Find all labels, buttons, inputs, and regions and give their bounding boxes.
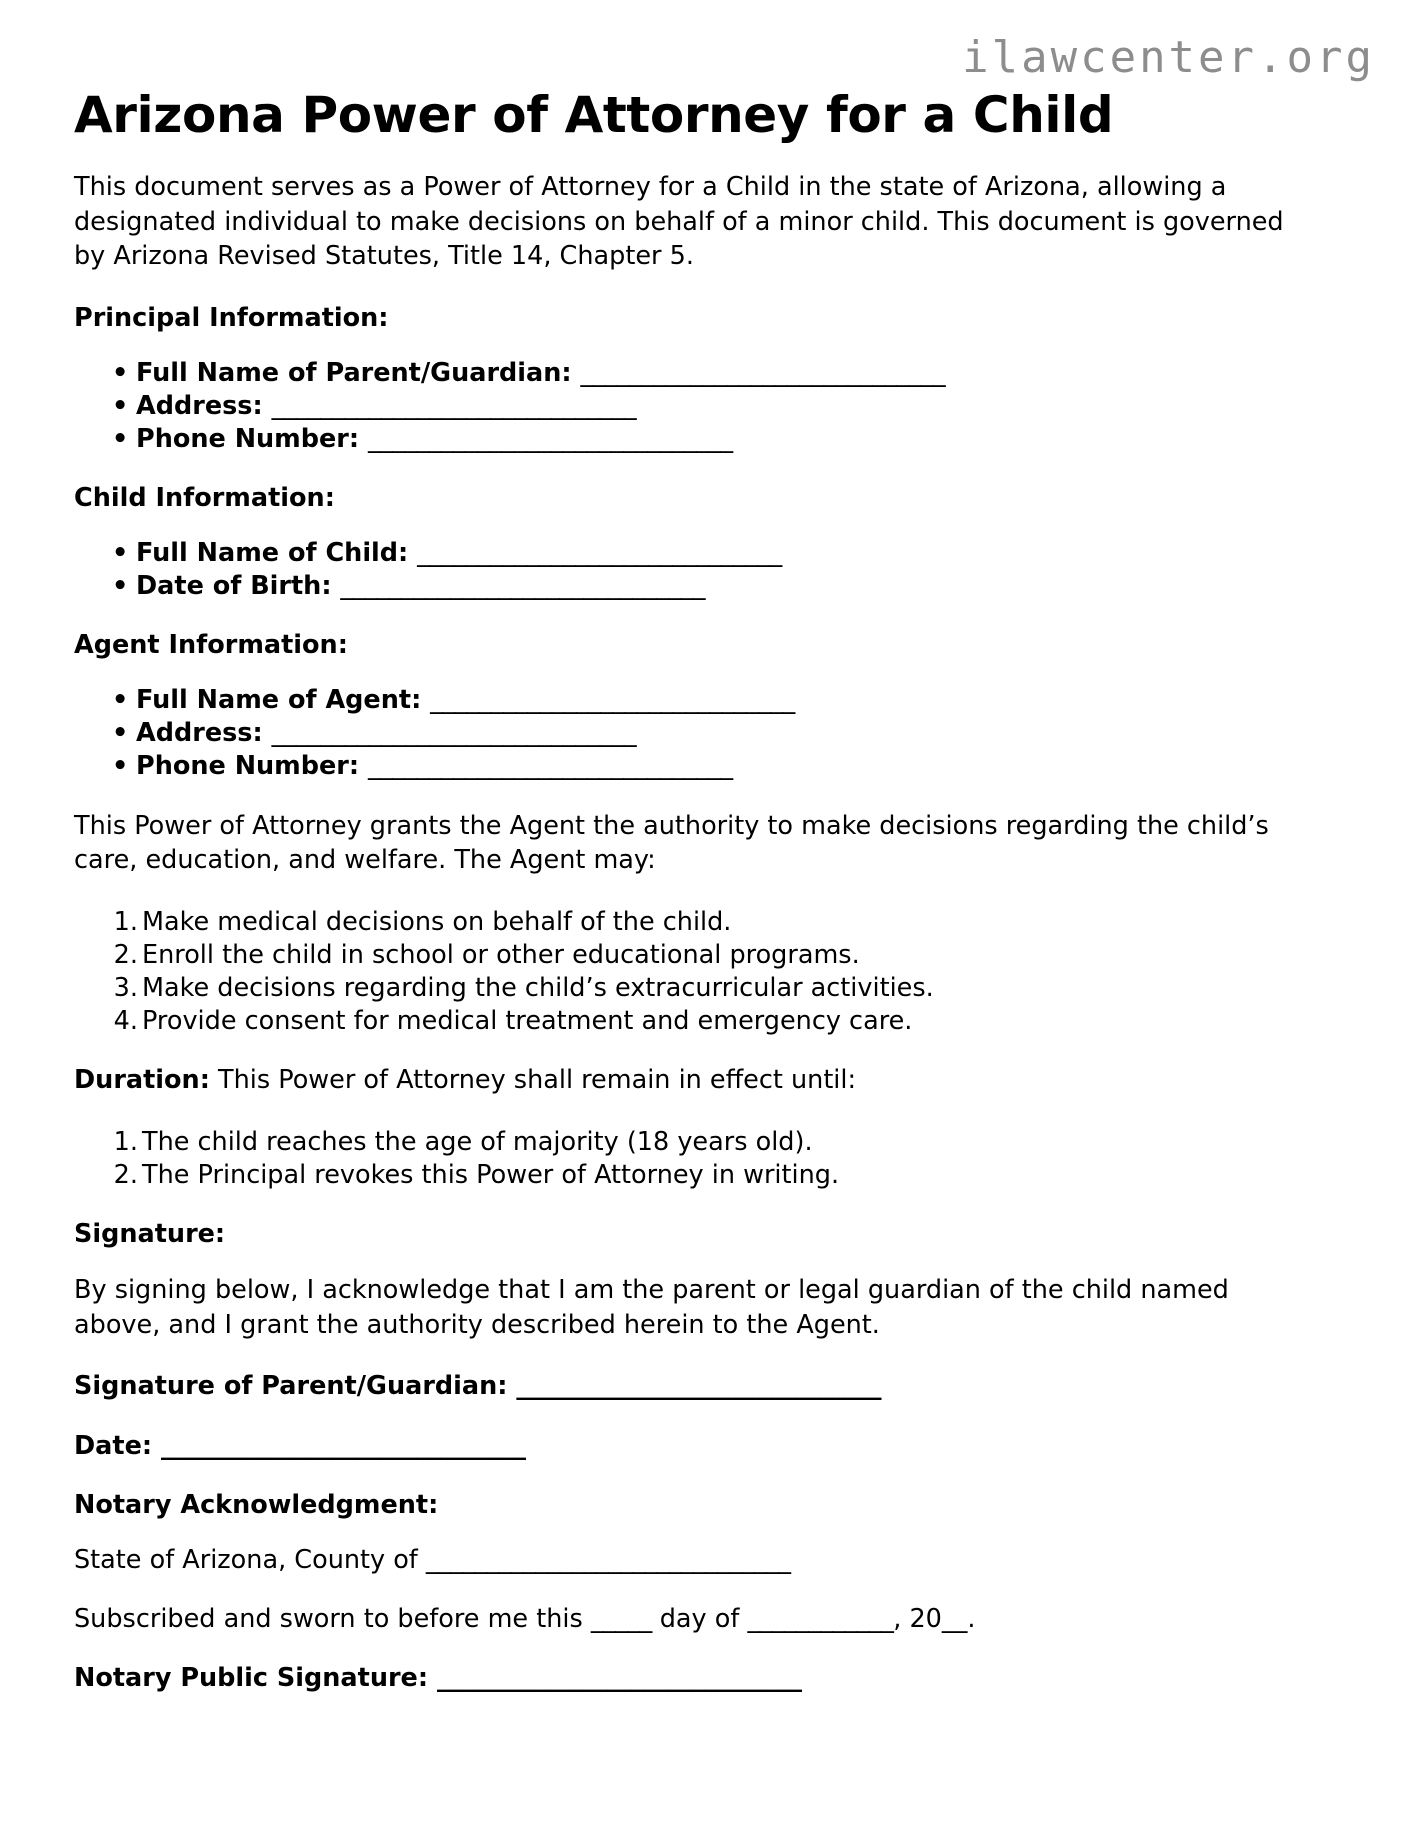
sworn-prefix-text: Subscribed and sworn to before me this: [74, 1603, 583, 1634]
fill-in-blank[interactable]: ______________________________: [417, 537, 782, 568]
fill-in-blank[interactable]: ______________________________: [580, 358, 946, 389]
authority-paragraph: This Power of Attorney grants the Agent the authority to make decisions regarding the child’s care, education, and welfare. The Agent may:: [74, 810, 1269, 876]
section-heading-signature: Signature:: [74, 1218, 226, 1249]
sworn-month-blank[interactable]: ____________: [747, 1603, 894, 1634]
field-label: Address:: [136, 391, 263, 422]
fill-in-blank[interactable]: ______________________________: [367, 750, 733, 781]
notary-sworn-row: [74, 1603, 1336, 1636]
section-heading-agent: Agent Information:: [74, 629, 348, 660]
child-field-list: [74, 537, 1336, 603]
parent-signature-blank[interactable]: ______________________________: [516, 1371, 881, 1402]
duration-paragraph: [74, 1063, 1319, 1098]
list-item: [136, 357, 1336, 390]
section-heading-notary: Notary Acknowledgment:: [74, 1489, 439, 1520]
field-label: Date of Birth:: [136, 570, 332, 601]
notary-county-blank[interactable]: ______________________________: [425, 1544, 791, 1575]
field-label: Full Name of Parent/Guardian:: [136, 358, 572, 389]
agent-field-list: [74, 684, 1336, 783]
agent-powers-list: [74, 906, 1336, 1038]
notary-state-county-label: State of Arizona, County of: [74, 1544, 418, 1575]
field-label: Phone Number:: [136, 750, 360, 781]
field-label: Full Name of Child:: [136, 537, 409, 568]
intro-paragraph: This document serves as a Power of Attorney for a Child in the state of Arizona, allowing a designated individual to make decisions on behalf of a minor child. This document is governed by Arizona Revised Statutes, Title 14, Chapter 5.: [74, 172, 1284, 272]
page-title: Arizona Power of Attorney for a Child: [74, 86, 1114, 144]
field-label: Address:: [136, 717, 263, 748]
signature-date-blank[interactable]: ______________________________: [160, 1430, 526, 1461]
notary-signature-label: Notary Public Signature:: [74, 1663, 429, 1694]
signature-statement: By signing below, I acknowledge that I am the parent or legal guardian of the child named above, and I grant the authority described herein to the Agent.: [74, 1275, 1229, 1340]
sworn-day-blank[interactable]: _____: [590, 1603, 652, 1634]
fill-in-blank[interactable]: ______________________________: [430, 684, 795, 715]
list-item: [136, 390, 1336, 423]
sworn-middle-text: day of: [659, 1603, 740, 1634]
list-item: [136, 717, 1336, 750]
duration-text: This Power of Attorney shall remain in effect until:: [209, 1065, 857, 1096]
sworn-year-suffix: , 20__.: [893, 1603, 976, 1634]
list-item: [136, 570, 1336, 603]
duration-conditions-list: [74, 1126, 1336, 1192]
list-item: Enroll the child in school or other educational programs.: [142, 939, 860, 970]
parent-signature-label: Signature of Parent/Guardian:: [74, 1371, 508, 1402]
fill-in-blank[interactable]: ______________________________: [367, 423, 733, 454]
fill-in-blank[interactable]: ______________________________: [271, 391, 637, 422]
signature-date-label: Date:: [74, 1430, 153, 1461]
notary-state-county-row: [74, 1544, 1336, 1577]
list-item: [136, 750, 1336, 783]
list-item: Make medical decisions on behalf of the child.: [142, 906, 732, 937]
fill-in-blank[interactable]: ______________________________: [340, 570, 705, 601]
list-item: The Principal revokes this Power of Attorney in writing.: [142, 1160, 840, 1191]
site-watermark: ilawcenter.org: [962, 32, 1375, 83]
signature-date-row: [74, 1430, 1336, 1463]
section-heading-child: Child Information:: [74, 482, 335, 513]
list-item: [136, 684, 1336, 717]
notary-signature-row: [74, 1662, 1336, 1695]
list-item: The child reaches the age of majority (18 years old).: [142, 1127, 813, 1158]
list-item: Provide consent for medical treatment and emergency care.: [142, 1005, 913, 1036]
section-heading-principal: Principal Information:: [74, 303, 389, 334]
document-body: [74, 170, 1336, 1721]
list-item: [136, 537, 1336, 570]
principal-field-list: [74, 357, 1336, 456]
fill-in-blank[interactable]: ______________________________: [271, 717, 637, 748]
notary-signature-blank[interactable]: ______________________________: [436, 1663, 802, 1694]
duration-lead-label: Duration:: [74, 1065, 210, 1096]
list-item: Make decisions regarding the child’s extracurricular activities.: [142, 972, 934, 1003]
field-label: Phone Number:: [136, 423, 360, 454]
field-label: Full Name of Agent:: [136, 684, 422, 715]
list-item: [136, 423, 1336, 456]
parent-signature-row: [74, 1370, 1336, 1403]
